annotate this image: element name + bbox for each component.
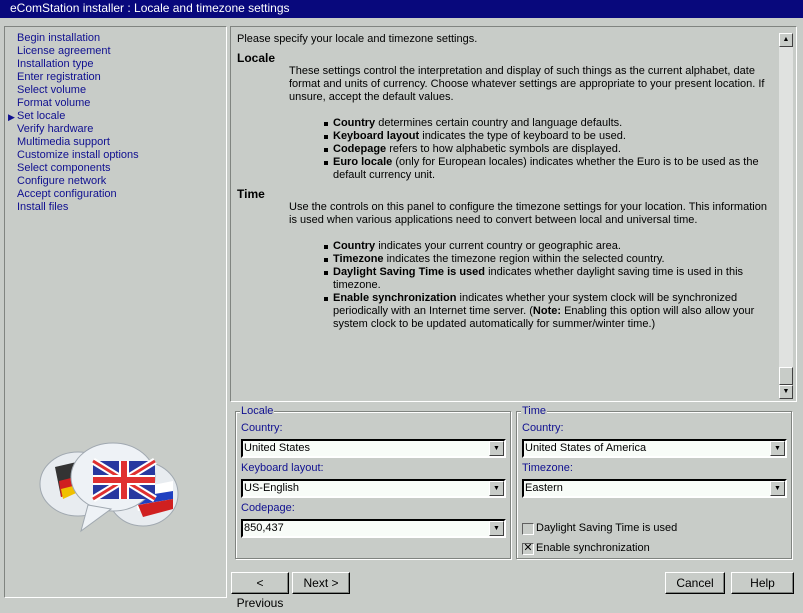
current-step-arrow-icon: ▶ (8, 112, 15, 122)
time-country-select[interactable] (522, 439, 787, 458)
chevron-down-icon[interactable]: ▼ (489, 521, 504, 536)
sidebar-item[interactable]: Set locale (17, 110, 66, 122)
codepage-value: 850,437 (244, 522, 284, 534)
scroll-down-button[interactable]: ▼ (779, 385, 793, 399)
bullet-term: Daylight Saving Time is used (333, 266, 486, 278)
bullet-text: indicates the type of keyboard to be used. (419, 130, 626, 142)
bullet-item (333, 130, 772, 143)
bullet-term: Country (333, 117, 376, 129)
time-group-title: Time (522, 405, 547, 417)
bullet-item (333, 117, 772, 130)
locale-bullets (237, 117, 772, 182)
bullet-term: Timezone (333, 253, 384, 265)
keyboard-layout-label: Keyboard layout: (241, 462, 324, 474)
time-bullets (237, 240, 772, 331)
bullet-text: refers to how alphabetic symbols are displayed. (386, 143, 621, 155)
sidebar-item[interactable]: Accept configuration (17, 188, 117, 200)
locale-group-title: Locale (241, 405, 274, 417)
locale-group (235, 405, 511, 559)
keyboard-layout-value: US-English (244, 482, 300, 494)
bullet-item (333, 253, 772, 266)
sync-label[interactable]: Enable synchronization (536, 542, 650, 554)
sidebar-item[interactable]: Verify hardware (17, 123, 94, 135)
sidebar-item[interactable]: Enter registration (17, 71, 101, 83)
bullet-term: Enable synchronization (333, 292, 457, 304)
cancel-button[interactable]: Cancel (665, 572, 725, 594)
steps-sidebar (4, 26, 227, 598)
bullet-text: indicates whether your system clock will be synchronized periodically with an Internet time server. ( (333, 292, 738, 317)
time-description: Use the controls on this panel to configure the timezone settings for your location. This information is used when various applications need to convert between local and universal time. (289, 201, 767, 226)
sidebar-item[interactable]: Begin installation (17, 32, 101, 44)
help-button[interactable]: Help (731, 572, 794, 594)
chevron-down-icon[interactable]: ▼ (489, 481, 504, 496)
dst-checkbox[interactable] (522, 523, 534, 535)
next-button[interactable]: Next > (292, 572, 350, 594)
sidebar-item[interactable]: Configure network (17, 175, 107, 187)
timezone-value: Eastern (525, 482, 563, 494)
locale-country-label: Country: (241, 422, 283, 434)
sidebar-item[interactable]: Select volume (17, 84, 87, 96)
bullet-text: indicates your current country or geographic area. (375, 240, 621, 252)
codepage-label: Codepage: (241, 502, 295, 514)
locale-country-select[interactable] (241, 439, 506, 458)
sidebar-item[interactable]: Install files (17, 201, 69, 213)
bullet-item (333, 292, 772, 331)
time-country-value: United States of America (525, 442, 647, 454)
dst-label[interactable]: Daylight Saving Time is used (536, 522, 678, 534)
intro-text: Please specify your locale and timezone settings. (237, 33, 478, 45)
time-group (516, 405, 792, 559)
time-country-label: Country: (522, 422, 564, 434)
previous-button[interactable]: < Previous (231, 572, 289, 594)
info-panel (230, 26, 797, 402)
locale-description: These settings control the interpretation and display of such things as the current alphabet, date format and units of currency. Choose whatever settings are appropriate to your present location. If unsure, accept the default values. (289, 65, 765, 103)
scroll-thumb[interactable] (779, 367, 793, 385)
bullet-term: Country (333, 240, 376, 252)
locale-heading: Locale (237, 51, 276, 65)
sidebar-item[interactable]: License agreement (17, 45, 111, 57)
timezone-label: Timezone: (522, 462, 573, 474)
title-bar: eComStation installer : Locale and timezone settings (0, 0, 803, 18)
locale-country-value: United States (244, 442, 311, 454)
scroll-up-button[interactable]: ▲ (779, 33, 793, 47)
sync-checkbox[interactable]: ✕ (523, 542, 533, 554)
timezone-select[interactable] (522, 479, 787, 498)
language-flags-logo (33, 439, 183, 539)
bullet-text: indicates the timezone region within the selected country. (383, 253, 665, 265)
note-text: Enabling this option will also allow your system clock to be updated automatically for summer/winter time.) (333, 305, 755, 330)
time-heading: Time (237, 187, 265, 201)
codepage-select[interactable] (241, 519, 506, 538)
bullet-item (333, 240, 772, 253)
keyboard-layout-select[interactable] (241, 479, 506, 498)
chevron-down-icon[interactable]: ▼ (489, 441, 504, 456)
info-scrollbar[interactable] (779, 33, 793, 399)
sidebar-item[interactable]: Multimedia support (17, 136, 110, 148)
sidebar-item[interactable]: Customize install options (17, 149, 139, 161)
bullet-term: Codepage (333, 143, 387, 155)
bullet-term: Euro locale (333, 156, 393, 168)
bullet-item (333, 143, 772, 156)
chevron-down-icon[interactable]: ▼ (770, 441, 785, 456)
bullet-item (333, 156, 772, 182)
bullet-text: determines certain country and language defaults. (375, 117, 623, 129)
chevron-down-icon[interactable]: ▼ (770, 481, 785, 496)
bullet-term: Keyboard layout (333, 130, 420, 142)
sidebar-item[interactable]: Format volume (17, 97, 91, 109)
sidebar-item[interactable]: Select components (17, 162, 111, 174)
note-label: Note: (532, 305, 562, 317)
bullet-text: indicates whether daylight saving time is used in this timezone. (333, 266, 744, 291)
bullet-text: (only for European locales) indicates whether the Euro is to be used as the default currency unit. (333, 156, 759, 181)
bullet-item (333, 266, 772, 292)
sidebar-item[interactable]: Installation type (17, 58, 94, 70)
